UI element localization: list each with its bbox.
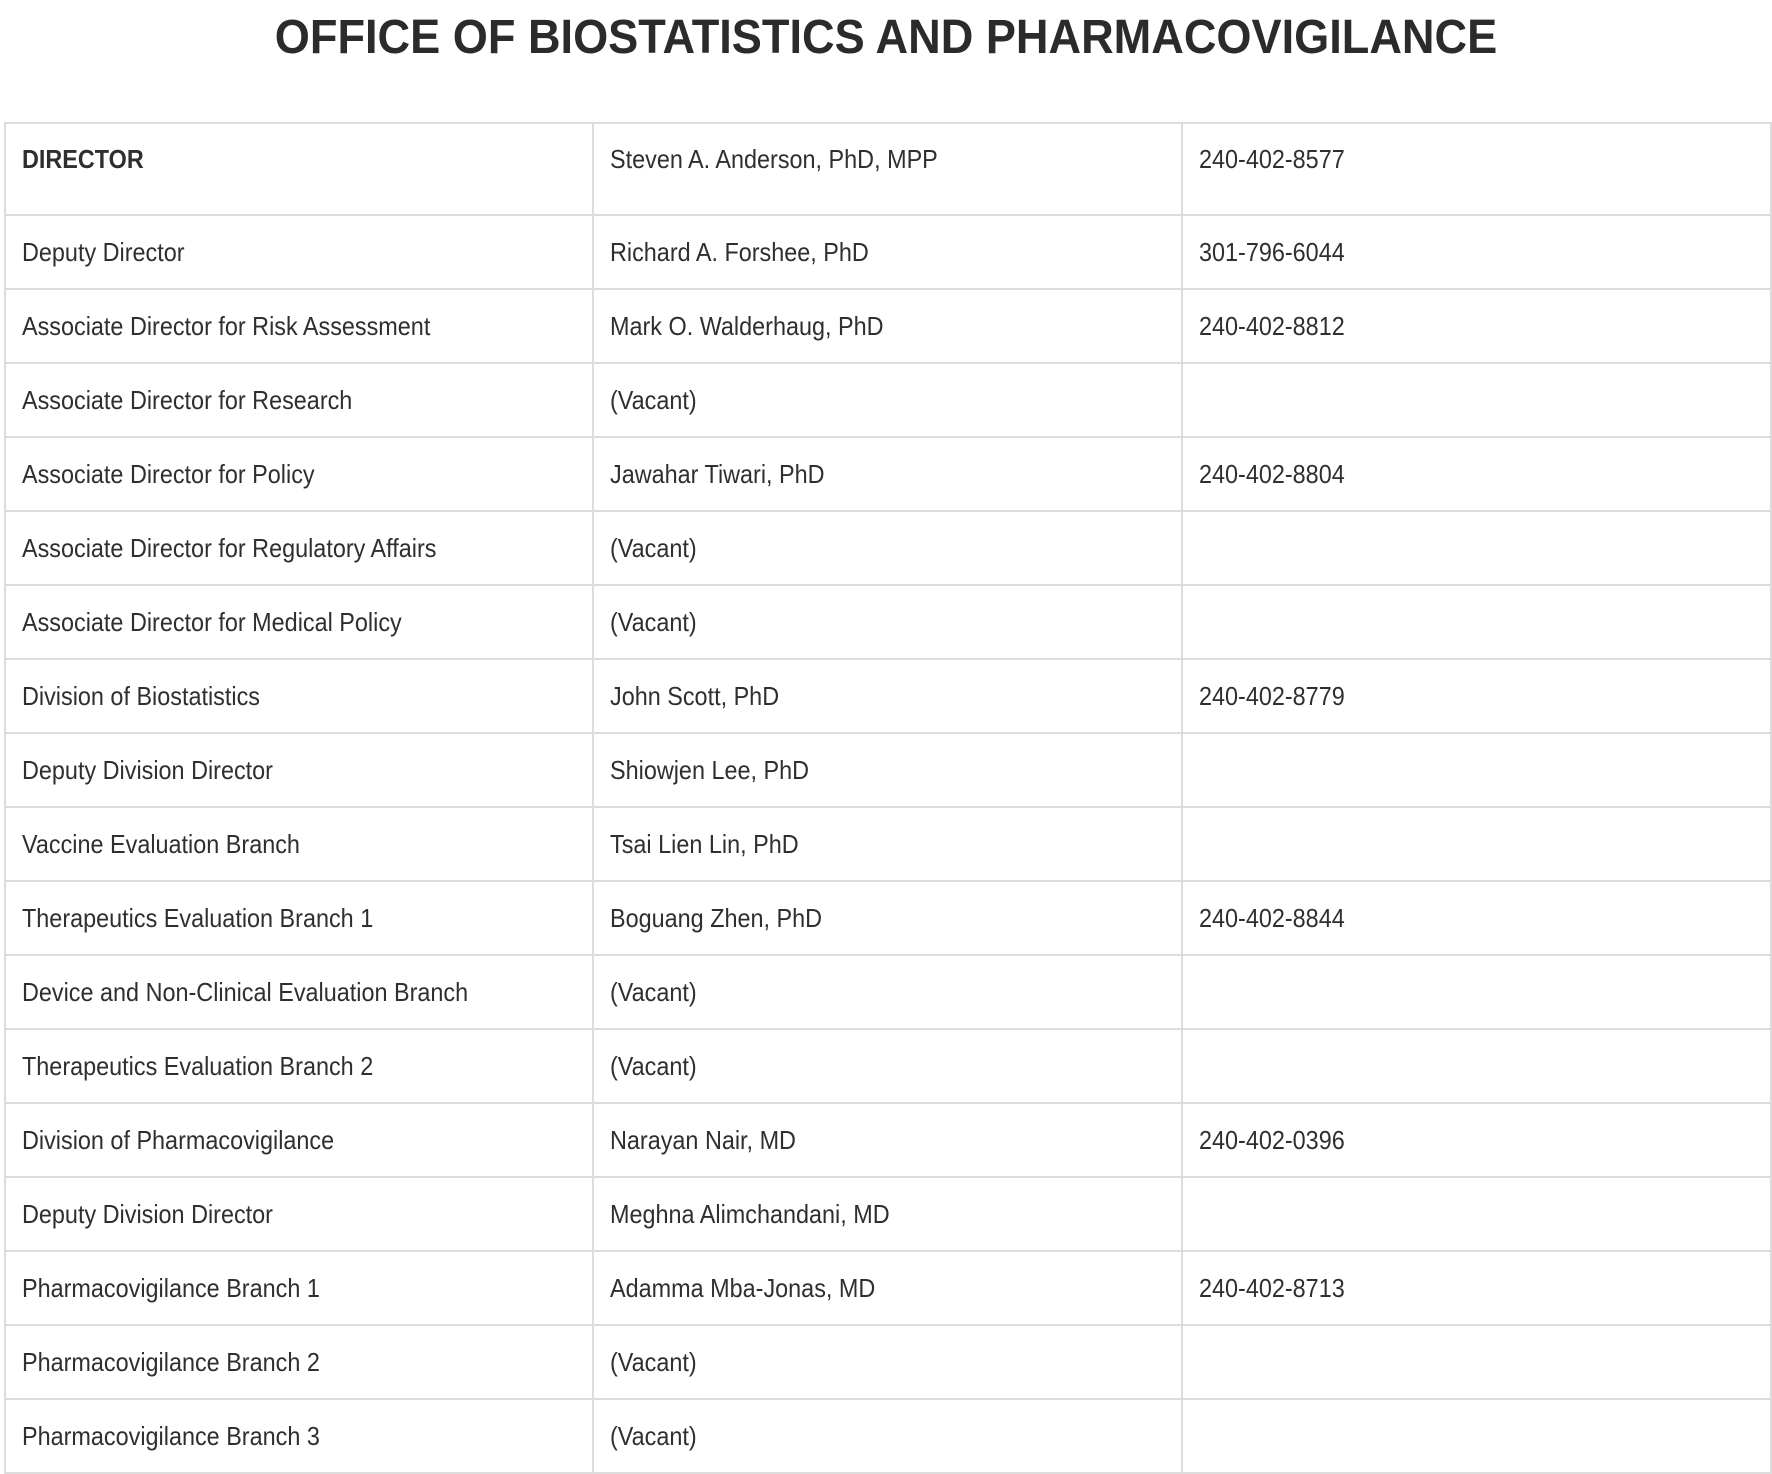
position-label: Therapeutics Evaluation Branch 2 (22, 1050, 374, 1081)
table-row (5, 659, 1771, 733)
phone-cell (1182, 733, 1771, 807)
table-row (5, 733, 1771, 807)
position-label: Pharmacovigilance Branch 1 (22, 1272, 320, 1303)
position-cell (5, 955, 593, 1029)
name-cell (593, 363, 1182, 437)
table-row (5, 585, 1771, 659)
phone-cell (1182, 1103, 1771, 1177)
phone-cell (1182, 215, 1771, 289)
position-label: Associate Director for Regulatory Affairs (22, 532, 437, 563)
position-cell (5, 363, 593, 437)
table-row (5, 437, 1771, 511)
page-title: OFFICE OF BIOSTATISTICS AND PHARMACOVIGILANCE (274, 11, 1498, 64)
position-cell (5, 807, 593, 881)
phone-cell (1182, 123, 1771, 215)
position-cell (5, 881, 593, 955)
name-cell (593, 511, 1182, 585)
person-name: Richard A. Forshee, PhD (610, 236, 869, 267)
position-label: Pharmacovigilance Branch 3 (22, 1420, 320, 1451)
table-row (5, 363, 1771, 437)
phone-cell (1182, 807, 1771, 881)
position-cell (5, 289, 593, 363)
table-row (5, 511, 1771, 585)
position-cell (5, 1029, 593, 1103)
person-name: (Vacant) (610, 1346, 697, 1377)
position-label: Therapeutics Evaluation Branch 1 (22, 902, 374, 933)
position-cell (5, 123, 593, 215)
person-name: (Vacant) (610, 1050, 697, 1081)
phone-cell (1182, 955, 1771, 1029)
table-row (5, 1029, 1771, 1103)
name-cell (593, 1103, 1182, 1177)
phone-cell (1182, 437, 1771, 511)
name-cell (593, 215, 1182, 289)
name-cell (593, 289, 1182, 363)
position-label: Device and Non-Clinical Evaluation Branch (22, 976, 469, 1007)
table-row (5, 1251, 1771, 1325)
person-name: Shiowjen Lee, PhD (610, 754, 810, 785)
name-cell (593, 123, 1182, 215)
position-label: Division of Pharmacovigilance (22, 1124, 335, 1155)
position-cell (5, 733, 593, 807)
phone-cell (1182, 289, 1771, 363)
position-cell (5, 1251, 593, 1325)
person-name: Steven A. Anderson, PhD, MPP (610, 144, 938, 174)
person-name: Adamma Mba-Jonas, MD (610, 1272, 876, 1303)
position-label: Deputy Division Director (22, 1198, 273, 1229)
staff-directory-body (5, 123, 1771, 1473)
position-cell (5, 511, 593, 585)
phone-number: 240-402-8804 (1199, 458, 1345, 489)
staff-directory-table (4, 122, 1772, 1474)
phone-number: 301-796-6044 (1199, 236, 1345, 267)
table-row (5, 881, 1771, 955)
name-cell (593, 585, 1182, 659)
table-row (5, 215, 1771, 289)
name-cell (593, 733, 1182, 807)
table-row (5, 1177, 1771, 1251)
position-label: Associate Director for Policy (22, 458, 315, 489)
position-cell (5, 1177, 593, 1251)
table-row (5, 1399, 1771, 1473)
position-label: Pharmacovigilance Branch 2 (22, 1346, 320, 1377)
name-cell (593, 807, 1182, 881)
position-label: Associate Director for Medical Policy (22, 606, 402, 637)
person-name: Narayan Nair, MD (610, 1124, 796, 1155)
position-cell (5, 585, 593, 659)
person-name: (Vacant) (610, 976, 697, 1007)
position-cell (5, 1399, 593, 1473)
position-label: Deputy Director (22, 236, 185, 267)
name-cell (593, 881, 1182, 955)
person-name: (Vacant) (610, 606, 697, 637)
name-cell (593, 1029, 1182, 1103)
phone-number: 240-402-8779 (1199, 680, 1345, 711)
person-name: Boguang Zhen, PhD (610, 902, 823, 933)
person-name: Jawahar Tiwari, PhD (610, 458, 825, 489)
table-row (5, 1325, 1771, 1399)
phone-number: 240-402-8713 (1199, 1272, 1345, 1303)
phone-cell (1182, 881, 1771, 955)
position-label: Associate Director for Research (22, 384, 353, 415)
table-row (5, 1103, 1771, 1177)
name-cell (593, 1177, 1182, 1251)
name-cell (593, 1251, 1182, 1325)
phone-cell (1182, 363, 1771, 437)
position-cell (5, 1103, 593, 1177)
phone-cell (1182, 659, 1771, 733)
position-cell (5, 215, 593, 289)
name-cell (593, 955, 1182, 1029)
name-cell (593, 437, 1182, 511)
position-cell (5, 659, 593, 733)
position-label: Associate Director for Risk Assessment (22, 310, 431, 341)
phone-cell (1182, 1177, 1771, 1251)
phone-cell (1182, 1029, 1771, 1103)
person-name: Tsai Lien Lin, PhD (610, 828, 799, 859)
position-label: Deputy Division Director (22, 754, 273, 785)
table-row (5, 955, 1771, 1029)
table-row (5, 123, 1771, 215)
table-row (5, 807, 1771, 881)
position-cell (5, 437, 593, 511)
person-name: Mark O. Walderhaug, PhD (610, 310, 884, 341)
phone-cell (1182, 1399, 1771, 1473)
person-name: John Scott, PhD (610, 680, 780, 711)
position-label: DIRECTOR (22, 144, 144, 174)
phone-number: 240-402-8812 (1199, 310, 1345, 341)
table-row (5, 289, 1771, 363)
position-label: Vaccine Evaluation Branch (22, 828, 300, 859)
name-cell (593, 659, 1182, 733)
person-name: (Vacant) (610, 384, 697, 415)
phone-number: 240-402-8844 (1199, 902, 1345, 933)
phone-cell (1182, 585, 1771, 659)
phone-cell (1182, 1325, 1771, 1399)
position-label: Division of Biostatistics (22, 680, 260, 711)
name-cell (593, 1325, 1182, 1399)
person-name: (Vacant) (610, 1420, 697, 1451)
person-name: Meghna Alimchandani, MD (610, 1198, 890, 1229)
name-cell (593, 1399, 1182, 1473)
position-cell (5, 1325, 593, 1399)
phone-number: 240-402-0396 (1199, 1124, 1345, 1155)
phone-cell (1182, 511, 1771, 585)
phone-cell (1182, 1251, 1771, 1325)
person-name: (Vacant) (610, 532, 697, 563)
phone-number: 240-402-8577 (1199, 144, 1345, 174)
